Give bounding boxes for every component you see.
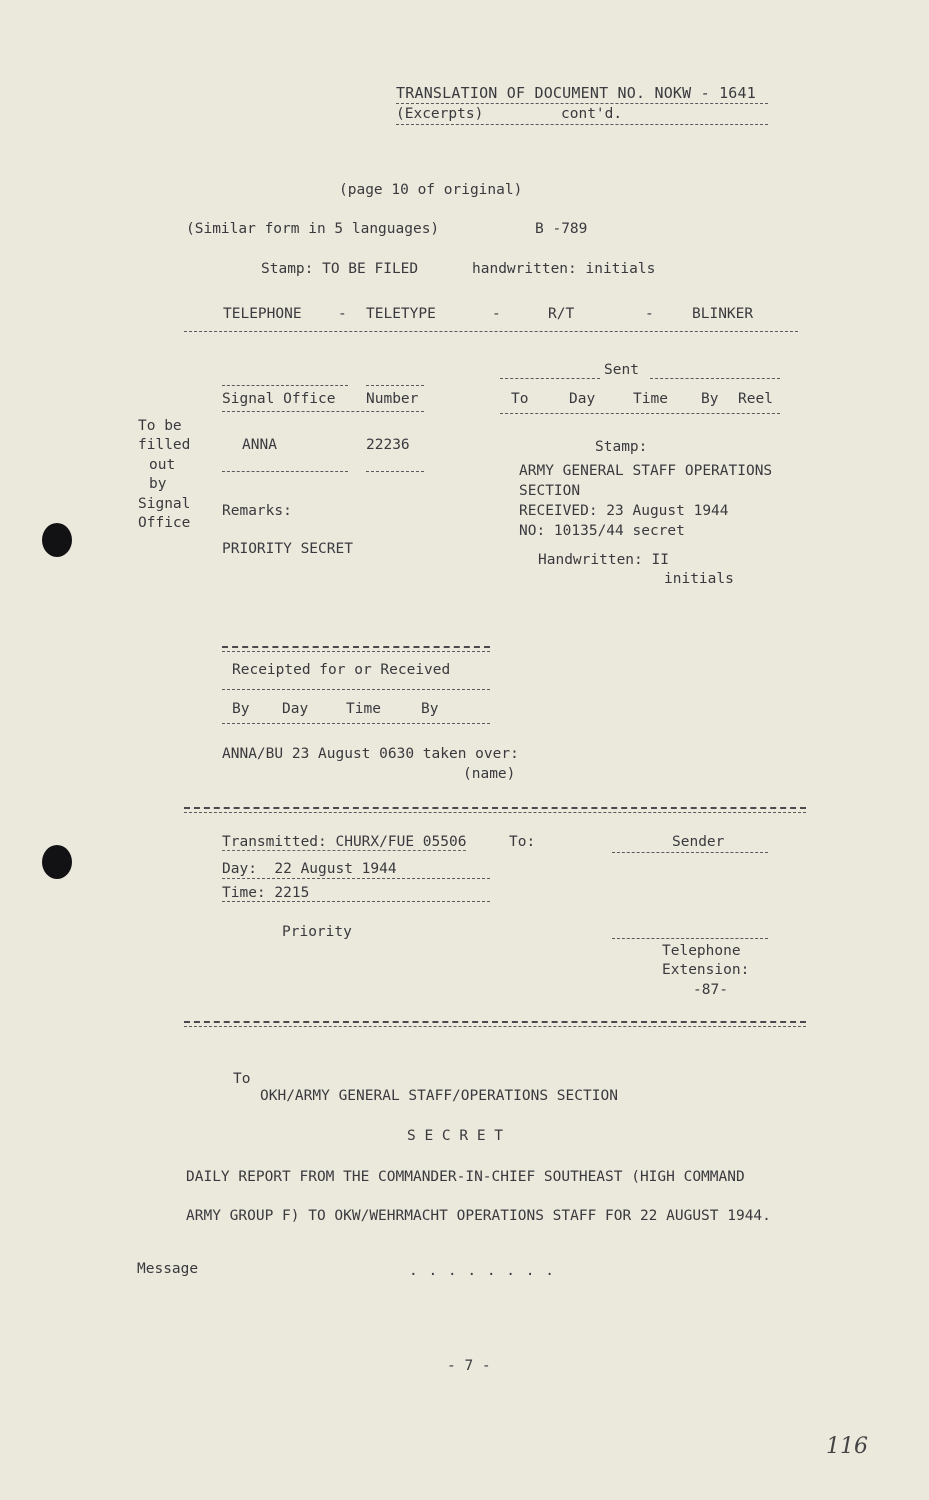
transmit-time: Time: 2215 — [222, 885, 310, 901]
telephone-rule — [612, 938, 768, 939]
report-line1: DAILY REPORT FROM THE COMMANDER-IN-CHIEF SOUTHEAST (HIGH COMMAND — [186, 1169, 745, 1185]
sent-label: Sent — [604, 362, 639, 378]
remarks-label: Remarks: — [222, 503, 292, 519]
sent-col-time: Time — [633, 391, 668, 407]
signal-office-value: ANNA — [242, 437, 277, 453]
receipt-name: (name) — [463, 766, 516, 782]
sent-col-to: To — [511, 391, 529, 407]
sender-label: Sender — [672, 834, 725, 850]
stamp-line1: ARMY GENERAL STAFF OPERATIONS — [519, 463, 773, 479]
receipt-rule-top2 — [222, 651, 490, 652]
receipt-label: Receipted for or Received — [232, 662, 451, 678]
section-rule — [184, 1021, 806, 1023]
number-rule-bottom — [366, 471, 424, 472]
message-to: To — [233, 1071, 251, 1087]
transmit-priority: Priority — [282, 924, 352, 940]
transmitted-line: Transmitted: CHURX/FUE 05506 — [222, 834, 467, 850]
sent-col-by: By — [701, 391, 719, 407]
sent-col-reel: Reel — [738, 391, 773, 407]
stamp-line2: SECTION — [519, 483, 581, 499]
signal-rule-bottom — [222, 471, 348, 472]
day-underline — [222, 878, 490, 879]
signal-office-label: Signal Office — [222, 391, 336, 407]
receipt-col-time: Time — [346, 701, 381, 717]
document-title: TRANSLATION OF DOCUMENT NO. NOKW - 1641 — [396, 84, 756, 102]
message-label: Message — [137, 1261, 199, 1277]
contd-label: cont'd. — [561, 106, 623, 122]
side-note-line: Office — [138, 515, 191, 531]
receipt-entry: ANNA/BU 23 August 0630 taken over: — [222, 746, 519, 762]
signal-rule-mid — [222, 411, 424, 412]
subtitle-underline — [396, 124, 768, 125]
sent-col-day: Day — [569, 391, 596, 407]
handwritten-initials-note: handwritten: initials — [472, 261, 656, 277]
side-note-line: To be — [138, 418, 182, 434]
receipt-rule-bottom — [222, 723, 490, 724]
section-rule2 — [184, 812, 806, 813]
time-underline — [222, 901, 490, 902]
channel-blinker: BLINKER — [692, 306, 754, 322]
message-addressee: OKH/ARMY GENERAL STAFF/OPERATIONS SECTION — [260, 1088, 618, 1104]
sent-rule-right — [650, 378, 780, 379]
punch-hole — [42, 523, 72, 557]
number-label: Number — [366, 391, 419, 407]
message-dots: . . . . . . . . — [409, 1263, 555, 1279]
stamp-initials: initials — [664, 571, 734, 587]
form-number: B -789 — [535, 221, 588, 237]
receipt-col-by2: By — [421, 701, 439, 717]
sent-rule-left — [500, 378, 600, 379]
sent-cols-rule — [500, 413, 780, 414]
channel-teletype: TELETYPE — [366, 306, 436, 322]
transmit-to: To: — [509, 834, 536, 850]
punch-hole — [42, 845, 72, 879]
channel-sep: - — [492, 306, 501, 322]
page-number: - 7 - — [447, 1358, 491, 1374]
priority-secret: PRIORITY SECRET — [222, 541, 353, 557]
receipt-rule-top — [222, 646, 490, 648]
channel-sep: - — [645, 306, 654, 322]
side-note-line: by — [149, 476, 167, 492]
receipt-col-day: Day — [282, 701, 309, 717]
extension-label: Extension: — [662, 962, 750, 978]
stamp-to-be-filed: Stamp: TO BE FILED — [261, 261, 419, 277]
channel-telephone: TELEPHONE — [223, 306, 302, 322]
side-note-line: filled — [138, 437, 191, 453]
sender-underline — [612, 852, 768, 853]
number-value: 22236 — [366, 437, 410, 453]
page-reference: (page 10 of original) — [339, 182, 523, 198]
side-note-line: Signal — [138, 496, 191, 512]
side-note-line: out — [149, 457, 176, 473]
stamp-received: RECEIVED: 23 August 1944 — [519, 503, 729, 519]
signal-rule-top — [222, 385, 348, 386]
stamp-handwritten: Handwritten: II — [538, 552, 669, 568]
transmit-day: Day: 22 August 1944 — [222, 861, 397, 877]
telephone-label: Telephone — [662, 943, 741, 959]
receipt-col-by: By — [232, 701, 250, 717]
section-rule2 — [184, 1026, 806, 1027]
handwritten-page-number: 116 — [826, 1434, 868, 1459]
report-line2: ARMY GROUP F) TO OKW/WEHRMACHT OPERATIONS STAFF FOR 22 AUGUST 1944. — [186, 1208, 771, 1224]
excerpts-label: (Excerpts) — [396, 106, 484, 122]
stamp-number: NO: 10135/44 secret — [519, 523, 685, 539]
channel-rt: R/T — [548, 306, 575, 322]
number-rule-top — [366, 385, 424, 386]
similar-form-note: (Similar form in 5 languages) — [186, 221, 440, 237]
title-underline — [396, 103, 768, 104]
receipt-rule-mid — [222, 689, 490, 690]
secret-label: S E C R E T — [407, 1128, 504, 1144]
section-rule — [184, 807, 806, 809]
extension-number: -87- — [693, 982, 728, 998]
channels-rule — [184, 331, 798, 332]
stamp-label: Stamp: — [595, 439, 648, 455]
channel-sep: - — [338, 306, 347, 322]
